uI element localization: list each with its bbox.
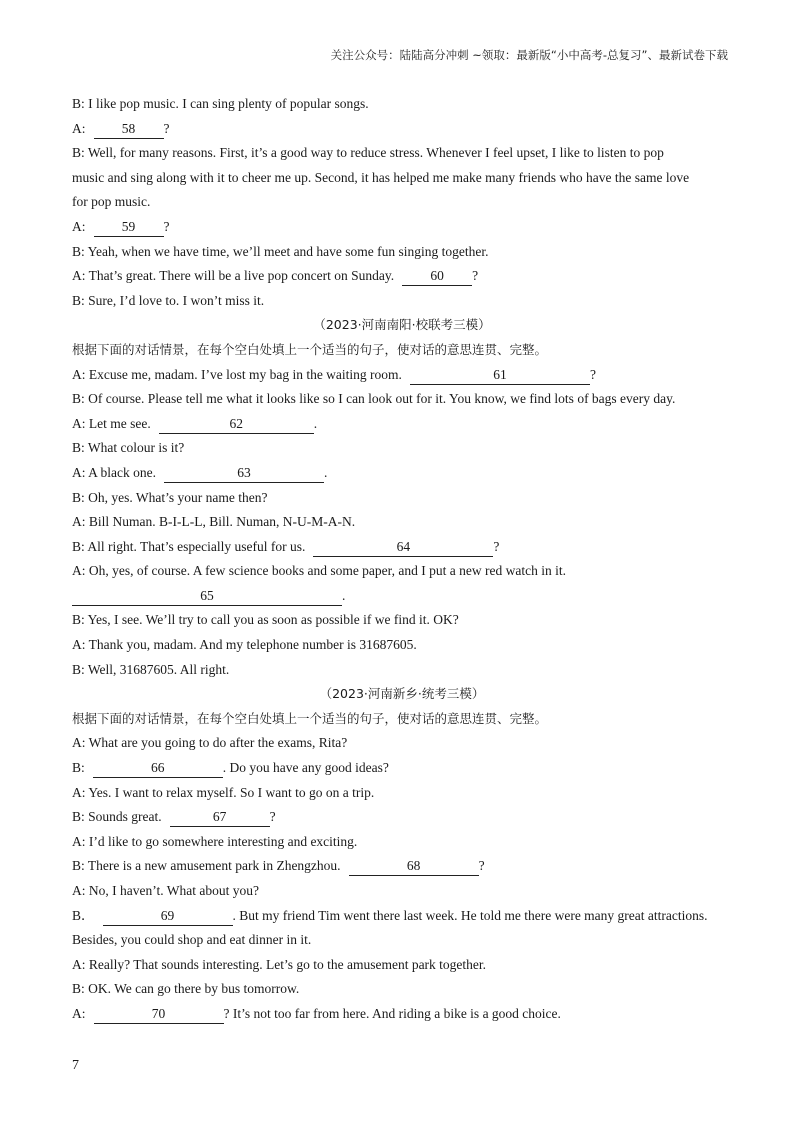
line-text: A: Bill Numan. B-I-L-L, Bill. Numan, N-U-M-A-N. xyxy=(72,514,356,530)
answer-blank-65[interactable]: 65 xyxy=(72,588,342,606)
line-text: B: Of course. Please tell me what it looks like so I can look out for it. You know, we find lots of bags every day. xyxy=(72,391,676,407)
dialogue-line xyxy=(72,608,732,633)
dialogue-line xyxy=(72,92,732,117)
dialogue-line xyxy=(72,658,732,683)
line-text: Besides, you could shop and eat dinner in it. xyxy=(72,932,312,948)
document-body xyxy=(72,92,732,1027)
answer-blank-70[interactable]: 70 xyxy=(94,1006,224,1024)
line-text: ? xyxy=(163,218,170,234)
line-text: B: Sure, I’d love to. I won’t miss it. xyxy=(72,292,265,308)
instructions-text: 根据下面的对话情景，在每个空白处填上一个适当的句子，使对话的意思连贯、完整。 xyxy=(72,341,548,357)
line-text: music and sing along with it to cheer me up. Second, it has helped me make many friends who have the same love xyxy=(72,169,690,185)
instructions xyxy=(72,338,732,363)
line-text: A: xyxy=(72,120,86,136)
dialogue-line xyxy=(72,584,732,609)
dialogue-line xyxy=(72,1002,732,1027)
line-text: A: Excuse me, madam. I’ve lost my bag in the waiting room. xyxy=(72,366,402,382)
line-text: B: Yes, I see. We’ll try to call you as soon as possible if we find it. OK? xyxy=(72,612,459,628)
line-text: . Do you have any good ideas? xyxy=(222,760,389,776)
answer-blank-63[interactable]: 63 xyxy=(164,465,324,483)
dialogue-line xyxy=(72,781,732,806)
line-text: A: Thank you, madam. And my telephone number is 31687605. xyxy=(72,637,417,653)
line-text: A: Let me see. xyxy=(72,415,151,431)
line-text: B: Sounds great. xyxy=(72,809,162,825)
dialogue-line xyxy=(72,904,732,929)
dialogue-line xyxy=(72,166,732,191)
dialogue-line xyxy=(72,289,732,314)
line-text: B: All right. That’s especially useful for us. xyxy=(72,538,306,554)
answer-blank-58[interactable]: 58 xyxy=(94,121,164,139)
line-text: ? xyxy=(269,809,276,825)
dialogue-line xyxy=(72,363,732,388)
line-text: B: Well, for many reasons. First, it’s a good way to reduce stress. Whenever I feel upset, I like to listen to pop xyxy=(72,145,664,161)
dialogue-line xyxy=(72,559,732,584)
line-text: A: That’s great. There will be a live pop concert on Sunday. xyxy=(72,268,395,284)
line-text: A: Really? That sounds interesting. Let’s go to the amusement park together. xyxy=(72,956,487,972)
answer-blank-60[interactable]: 60 xyxy=(402,268,472,286)
section-source xyxy=(72,682,732,707)
line-text: ? It’s not too far from here. And riding a bike is a good choice. xyxy=(223,1005,561,1021)
dialogue-line xyxy=(72,830,732,855)
dialogue-line xyxy=(72,879,732,904)
answer-blank-64[interactable]: 64 xyxy=(313,539,493,557)
line-text: A: xyxy=(72,218,86,234)
line-text: ? xyxy=(478,858,485,874)
answer-blank-61[interactable]: 61 xyxy=(410,367,590,385)
line-text: A: What are you going to do after the exams, Rita? xyxy=(72,735,348,751)
dialogue-line xyxy=(72,436,732,461)
answer-blank-62[interactable]: 62 xyxy=(159,416,314,434)
line-text: B: What colour is it? xyxy=(72,440,185,456)
dialogue-line xyxy=(72,756,732,781)
dialogue-line xyxy=(72,953,732,978)
section-source-text: （2023·河南新乡·统考三模） xyxy=(319,686,485,702)
answer-blank-67[interactable]: 67 xyxy=(170,809,270,827)
dialogue-line xyxy=(72,412,732,437)
dialogue-line xyxy=(72,387,732,412)
dialogue-line xyxy=(72,535,732,560)
line-text: B: OK. We can go there by bus tomorrow. xyxy=(72,981,300,997)
line-text: . xyxy=(313,415,318,431)
line-text: B: Oh, yes. What’s your name then? xyxy=(72,489,268,505)
line-text: B． xyxy=(72,907,95,923)
dialogue-line xyxy=(72,486,732,511)
line-text: A: xyxy=(72,1005,86,1021)
answer-blank-68[interactable]: 68 xyxy=(349,858,479,876)
line-text: A: No, I haven’t. What about you? xyxy=(72,883,259,898)
dialogue-line xyxy=(72,731,732,756)
line-text: B: xyxy=(72,760,85,776)
line-text: . xyxy=(324,464,328,480)
dialogue-line xyxy=(72,854,732,879)
dialogue-line xyxy=(72,190,732,215)
dialogue-line xyxy=(72,510,732,535)
line-text: B: There is a new amusement park in Zhengzhou. xyxy=(72,858,341,874)
line-text: ? xyxy=(163,120,170,136)
line-text: . xyxy=(342,587,346,603)
dialogue-line xyxy=(72,805,732,830)
line-text: B: Yeah, when we have time, we’ll meet and have some fun singing together. xyxy=(72,243,489,259)
line-text: A: I’d like to go somewhere interesting and exciting. xyxy=(72,833,358,849)
line-text: ? xyxy=(493,538,500,554)
page-header: 关注公众号：陆陆高分冲刺 ~领取：最新版“小中高考-总复习”、最新试卷下载 xyxy=(330,48,728,62)
line-text: . But my friend Tim went there last week. He told me there were many great attractions. xyxy=(232,907,708,923)
page-number: 7 xyxy=(72,1058,79,1073)
line-text: ? xyxy=(472,268,479,284)
answer-blank-66[interactable]: 66 xyxy=(93,760,223,778)
dialogue-line xyxy=(72,461,732,486)
line-text: B: I like pop music. I can sing plenty of popular songs. xyxy=(72,96,369,111)
dialogue-line xyxy=(72,264,732,289)
dialogue-line xyxy=(72,928,732,953)
dialogue-line xyxy=(72,633,732,658)
dialogue-line xyxy=(72,117,732,142)
answer-blank-69[interactable]: 69 xyxy=(103,908,233,926)
line-text: A: A black one. xyxy=(72,464,156,480)
dialogue-line xyxy=(72,141,732,166)
instructions-text: 根据下面的对话情景，在每个空白处填上一个适当的句子，使对话的意思连贯、完整。 xyxy=(72,710,548,726)
dialogue-line xyxy=(72,240,732,265)
section-source-text: （2023·河南南阳·校联考三模） xyxy=(313,317,491,333)
line-text: A: Oh, yes, of course. A few science books and some paper, and I put a new red watch in it. xyxy=(72,563,566,579)
dialogue-line xyxy=(72,977,732,1002)
instructions xyxy=(72,707,732,732)
line-text: ? xyxy=(589,366,596,382)
section-source xyxy=(72,313,732,338)
dialogue-line xyxy=(72,215,732,240)
line-text: for pop music. xyxy=(72,194,151,210)
answer-blank-59[interactable]: 59 xyxy=(94,219,164,237)
line-text: B: Well, 31687605. All right. xyxy=(72,661,230,677)
line-text: A: Yes. I want to relax myself. So I want to go on a trip. xyxy=(72,784,375,800)
